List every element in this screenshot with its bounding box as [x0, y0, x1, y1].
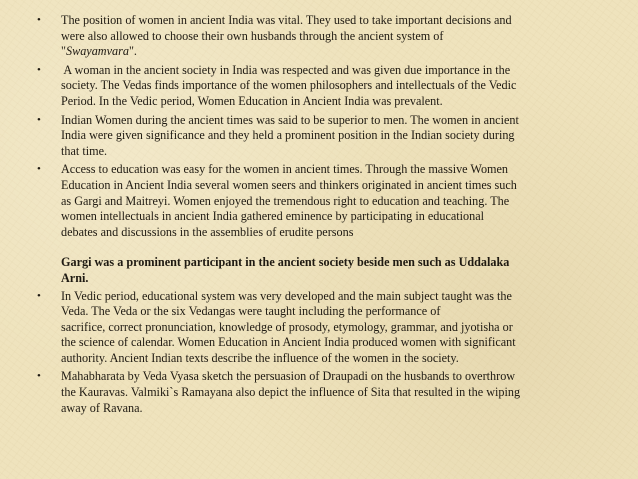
text-line: debates and discussions in the assemblies of erudite persons [61, 224, 354, 239]
text-line: The position of women in ancient India was vital. They used to take important decisions and [61, 13, 512, 27]
text-line: society. The Vedas finds importance of the women philosophers and intellectuals of the Vedic [61, 78, 517, 93]
text-line: that time. [61, 143, 108, 158]
list-item [37, 13, 597, 60]
text-line: Indian Women during the ancient times was said to be superior to men. The women in ancient [61, 112, 519, 127]
list-item-text [61, 369, 597, 416]
bullet-list [37, 13, 597, 419]
text-line: the Kauravas. Valmiki`s Ramayana also depict the influence of Sita that resulted in the wiping [61, 385, 521, 400]
text-line: In Vedic period, educational system was very developed and the main subject taught was the [61, 288, 512, 303]
highlighted-paragraph [37, 255, 597, 286]
text-line: were also allowed to choose their own husbands through the ancient system of [61, 28, 444, 43]
list-item [37, 113, 597, 160]
list-item-text [61, 113, 597, 160]
bullet-marker: • [37, 289, 41, 302]
spacer [37, 243, 597, 255]
list-item [37, 63, 597, 110]
list-item-text [61, 162, 597, 240]
text-line: Period. In the Vedic period, Women Education in Ancient India was prevalent. [61, 93, 443, 108]
list-item-text [61, 289, 597, 367]
emphasized-term: Swayamvara [65, 44, 129, 59]
text-line: Access to education was easy for the women in ancient times. Through the massive Women [61, 162, 509, 177]
bullet-marker: • [37, 163, 41, 176]
text-line: sacrifice, correct pronunciation, knowledge of prosody, etymology, grammar, and jyotisha or [61, 319, 513, 334]
list-item [37, 369, 597, 416]
text-line: "Swayamvara". [61, 44, 137, 59]
text-line: as Gargi and Maitreyi. Women enjoyed the tremendous right to education and teaching. The [61, 193, 510, 208]
list-item [37, 162, 597, 240]
bullet-marker: • [37, 113, 41, 126]
text-line: authority. Ancient Indian texts describe the influence of the women in the society. [61, 350, 459, 365]
bullet-marker: • [37, 370, 41, 383]
list-item [37, 289, 597, 367]
bullet-marker: • [37, 63, 41, 76]
text-line: women intellectuals in ancient India gathered eminence by participating in educational [61, 209, 485, 224]
text-line: Arni. [61, 270, 89, 285]
text-line: Veda. The Veda or the six Vedangas were taught including the performance of [61, 304, 441, 319]
text-line: India were given significance and they held a prominent position in the Indian society during [61, 128, 515, 143]
text-line: Gargi was a prominent participant in the ancient society beside men such as Uddalaka [61, 255, 510, 270]
text-line: the science of calendar. Women Education in Ancient India produced women with significant [61, 335, 516, 350]
text-line: Mahabharata by Veda Vyasa sketch the persuasion of Draupadi on the husbands to overthrow [61, 369, 516, 384]
list-item-text [61, 13, 597, 60]
text-line: A woman in the ancient society in India was respected and was given due importance in the [61, 62, 511, 77]
text-line: away of Ravana. [61, 400, 143, 415]
text-line: Education in Ancient India several women seers and thinkers originated in ancient times such [61, 177, 517, 192]
bullet-marker: • [37, 14, 41, 26]
list-item-text [61, 63, 597, 110]
